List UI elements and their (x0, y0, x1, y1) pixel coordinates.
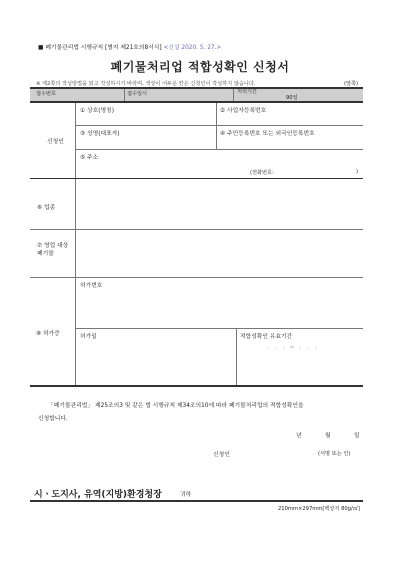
statement-line-1: 「폐기물관리법」 제25조의3 및 같은 법 시행규칙 제34조의10에 따라 폐기물처리업의 적합성확인을 (48, 403, 304, 409)
bullet: ■ (38, 45, 44, 51)
applicant-section-label: 신청인 (47, 139, 64, 145)
business-name-field[interactable]: ① 상호(명칭) (80, 108, 114, 114)
validity-period-field[interactable]: . . . ~ . . . (268, 345, 319, 351)
amendment-note: <신설 2020. 5. 27.> (163, 45, 222, 51)
permit-section-label: ⑧ 허가증 (36, 331, 60, 337)
date-day: 일 (354, 433, 360, 439)
statement-line-2: 신청합니다. (38, 416, 68, 422)
resident-number-field[interactable]: ④ 주민등록번호 또는 외국인등록번호 (220, 131, 315, 137)
date-year: 년 (296, 433, 302, 439)
regulation-header (38, 42, 221, 51)
business-registration-number-field[interactable]: ② 사업자등록번호 (220, 108, 267, 114)
page-marker: (앞쪽) (344, 81, 359, 87)
form-title: 폐기물처리업 적합성확인 신청서 (110, 60, 290, 74)
permit-number-field[interactable]: 허가번호 (80, 283, 103, 289)
phone-label[interactable]: (전화번호: (250, 170, 274, 176)
paper-spec: 210mm×297mm[백상지 80g/㎡] (278, 506, 360, 512)
permit-date-field[interactable]: 허가일 (80, 334, 97, 340)
receipt-number-label: 접수번호 (36, 91, 57, 97)
receipt-date-label: 접수일시 (127, 91, 148, 97)
processing-period-value: 90일 (286, 95, 298, 101)
phone-close: ) (356, 169, 359, 175)
date-month: 월 (325, 433, 331, 439)
receipt-row (30, 89, 363, 101)
recipient-suffix: 귀하 (180, 492, 192, 498)
recipient-name: 시ㆍ도지사, 유역(지방)환경청장 (34, 490, 162, 500)
representative-name-field[interactable]: ③ 성명(대표자) (80, 131, 120, 137)
signature-field[interactable]: (서명 또는 인) (318, 451, 351, 457)
processing-period-label: 처리기간 (237, 89, 258, 95)
regulation-reference: 폐기물관리법 시행규칙 [별지 제21호의8서식] (45, 45, 162, 51)
signature-label: 신청인 (213, 452, 230, 458)
business-type-label: ⑥ 업종 (37, 205, 56, 211)
validity-period-label: 적합성확인 유효기간 (240, 334, 293, 340)
target-waste-label: ⑦ 영업 대상 폐기물 (37, 243, 69, 257)
address-field[interactable]: ⑤ 주소 (80, 155, 99, 161)
notice: ※ 제2쪽의 작성방법을 읽고 작성하시기 바라며, 색상이 어두운 칸은 신청인이 작성하지 않습니다. (36, 81, 256, 87)
